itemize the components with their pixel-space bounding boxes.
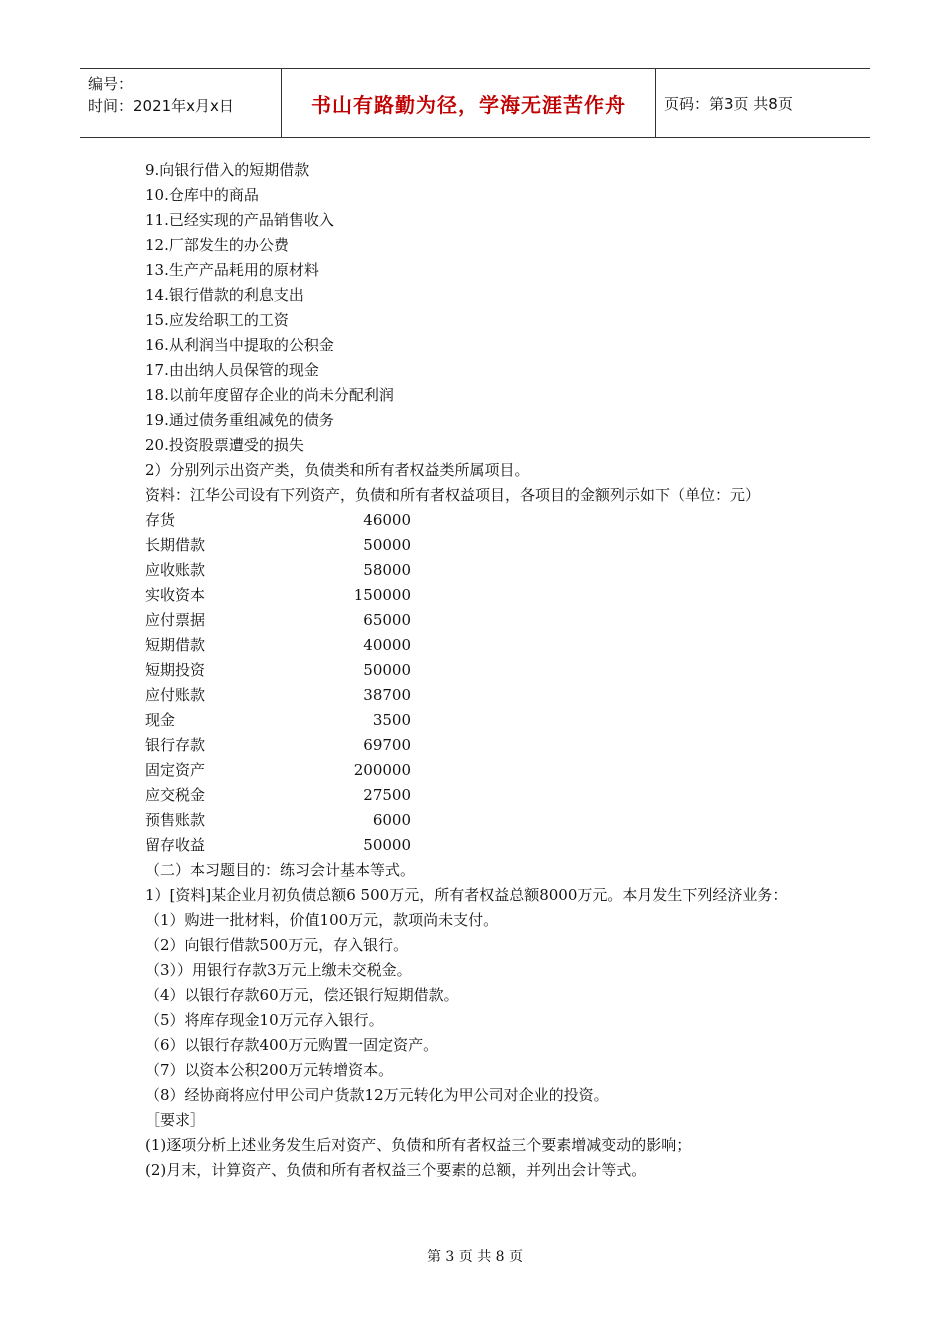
account-amount: 38700 <box>363 686 411 704</box>
account-amount: 50000 <box>363 536 411 554</box>
list-item: 11.已经实现的产品销售收入 <box>145 211 334 229</box>
code-label: 编号： <box>88 75 134 93</box>
account-row <box>145 708 815 733</box>
task2-material: 资料：江华公司设有下列资产，负债和所有者权益项目，各项目的金额列示如下（单位：元） <box>145 486 761 504</box>
account-row <box>145 608 815 633</box>
requirements-list <box>145 1133 815 1183</box>
item-list <box>145 158 815 458</box>
account-name: 短期借款 <box>145 636 206 654</box>
account-name: 应付票据 <box>145 611 206 629</box>
account-amount: 200000 <box>353 761 411 779</box>
event-item: （5）将库存现金10万元存入银行。 <box>145 1011 384 1029</box>
account-row <box>145 583 815 608</box>
list-item: 19.通过债务重组减免的债务 <box>145 411 334 429</box>
account-amount: 6000 <box>372 811 411 829</box>
account-amount: 150000 <box>353 586 411 604</box>
section2-material: 1）[资料]某企业月初负债总额6 500万元，所有者权益总额8000万元。本月发生下列经济业务： <box>145 886 788 904</box>
account-row <box>145 633 815 658</box>
event-item: （2）向银行借款500万元，存入银行。 <box>145 936 409 954</box>
account-name: 银行存款 <box>145 736 206 754</box>
account-row <box>145 558 815 583</box>
page-header <box>80 68 870 138</box>
account-amount: 40000 <box>363 636 411 654</box>
account-name: 应收账款 <box>145 561 206 579</box>
account-name: 预售账款 <box>145 811 206 829</box>
list-item: 17.由出纳人员保管的现金 <box>145 361 319 379</box>
task2-instruction: 2）分别列示出资产类，负债类和所有者权益类所属项目。 <box>145 461 530 479</box>
event-item: （1）购进一批材料，价值100万元，款项尚未支付。 <box>145 911 499 929</box>
account-row <box>145 758 815 783</box>
account-amount: 3500 <box>372 711 411 729</box>
list-item: 16.从利润当中提取的公积金 <box>145 336 334 354</box>
account-row <box>145 508 815 533</box>
account-row <box>145 808 815 833</box>
section2-title: （二）本习题目的：练习会计基本等式。 <box>145 861 416 879</box>
account-row <box>145 783 815 808</box>
account-amount: 27500 <box>363 786 411 804</box>
account-name: 实收资本 <box>145 586 206 604</box>
event-item: （8）经协商将应付甲公司户货款12万元转化为甲公司对企业的投资。 <box>145 1086 609 1104</box>
account-amount: 58000 <box>363 561 411 579</box>
requirement-item: (1)逐项分析上述业务发生后对资产、负债和所有者权益三个要素增减变动的影响； <box>145 1136 692 1154</box>
account-name: 存货 <box>145 511 176 529</box>
date-label: 时间：2021年x月x日 <box>88 97 234 115</box>
events-list <box>145 908 815 1108</box>
accounts-table <box>145 508 815 858</box>
motto: 书山有路勤为径，学海无涯苦作舟 <box>282 69 656 137</box>
list-item: 18.以前年度留存企业的尚未分配利润 <box>145 386 394 404</box>
page-indicator: 页码：第3页 共8页 <box>664 94 793 113</box>
account-name: 短期投资 <box>145 661 206 679</box>
event-item: （3））用银行存款3万元上缴未交税金。 <box>145 961 412 979</box>
account-amount: 69700 <box>363 736 411 754</box>
account-name: 应付账款 <box>145 686 206 704</box>
list-item: 10.仓库中的商品 <box>145 186 259 204</box>
account-name: 应交税金 <box>145 786 206 804</box>
list-item: 15.应发给职工的工资 <box>145 311 289 329</box>
account-name: 留存收益 <box>145 836 206 854</box>
event-item: （4）以银行存款60万元，偿还银行短期借款。 <box>145 986 459 1004</box>
account-row <box>145 733 815 758</box>
account-amount: 46000 <box>363 511 411 529</box>
list-item: 12.厂部发生的办公费 <box>145 236 289 254</box>
list-item: 14.银行借款的利息支出 <box>145 286 304 304</box>
account-row <box>145 683 815 708</box>
page-footer: 第 3 页 共 8 页 <box>426 1249 524 1265</box>
account-name: 长期借款 <box>145 536 206 554</box>
list-item: 13.生产产品耗用的原材料 <box>145 261 319 279</box>
requirement-title: ［要求］ <box>145 1111 206 1129</box>
account-amount: 50000 <box>363 836 411 854</box>
list-item: 20.投资股票遭受的损失 <box>145 436 304 454</box>
account-amount: 50000 <box>363 661 411 679</box>
document-body <box>145 158 815 1183</box>
event-item: （7）以资本公积200万元转增资本。 <box>145 1061 394 1079</box>
header-meta <box>80 69 282 137</box>
account-amount: 65000 <box>363 611 411 629</box>
account-row <box>145 833 815 858</box>
list-item: 9.向银行借入的短期借款 <box>145 161 310 179</box>
account-row <box>145 533 815 558</box>
account-row <box>145 658 815 683</box>
requirement-item: (2)月末，计算资产、负债和所有者权益三个要素的总额，并列出会计等式。 <box>145 1161 647 1179</box>
account-name: 固定资产 <box>145 761 206 779</box>
account-name: 现金 <box>145 711 176 729</box>
event-item: （6）以银行存款400万元购置一固定资产。 <box>145 1036 439 1054</box>
